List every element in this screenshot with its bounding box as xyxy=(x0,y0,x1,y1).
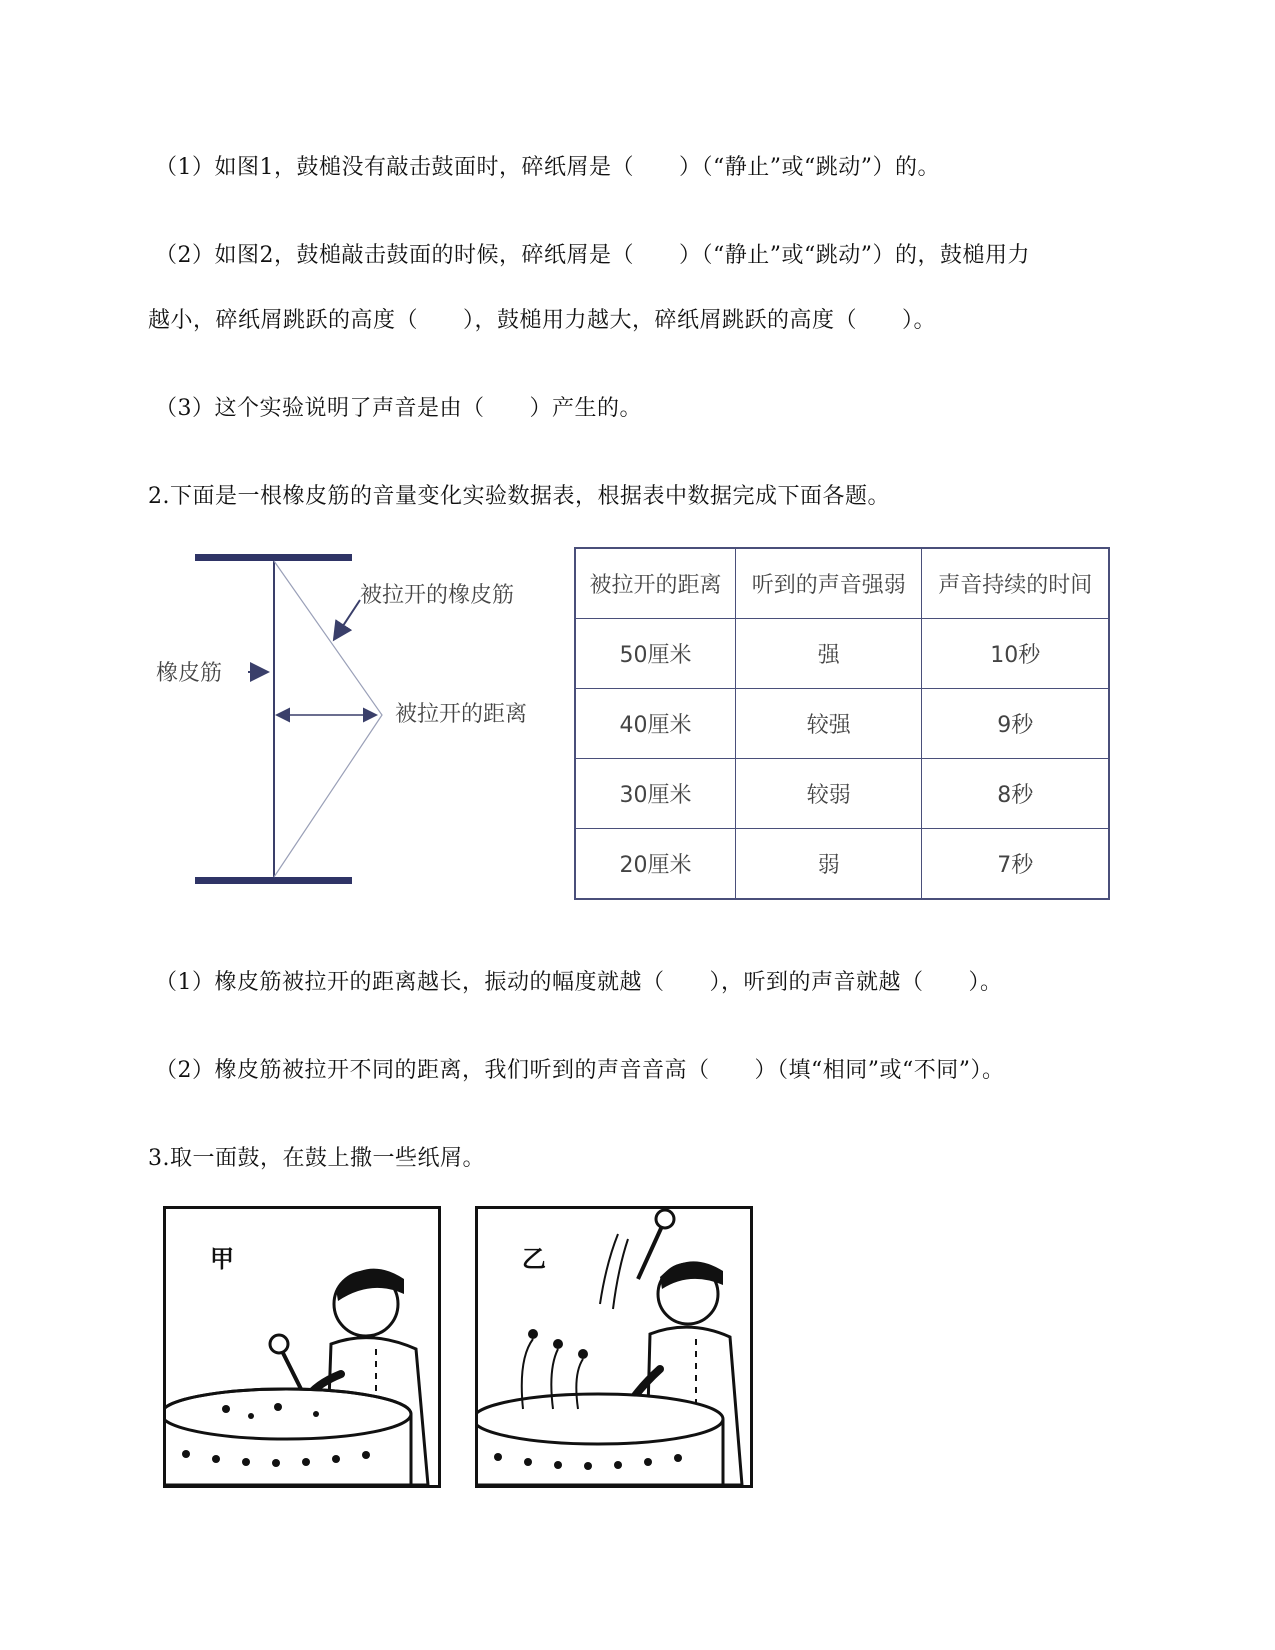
table-cell: 较弱 xyxy=(736,759,922,829)
paper-scrap xyxy=(553,1339,563,1349)
drum-body xyxy=(166,1414,411,1485)
table-cell: 50厘米 xyxy=(575,619,736,689)
paper-scrap xyxy=(313,1411,319,1417)
table-row xyxy=(575,689,1109,759)
paper-scrap xyxy=(274,1403,282,1411)
label-distance: 被拉开的距离 xyxy=(395,702,528,727)
q1-sub2-line2: 越小，碎纸屑跳跃的高度（ ），鼓槌用力越大，碎纸屑跳跃的高度（ ）。 xyxy=(148,308,937,333)
stretched-pointer-arrow xyxy=(335,600,360,638)
drum-illustration-a xyxy=(166,1209,438,1485)
data-table xyxy=(574,547,1110,900)
table-cell: 9秒 xyxy=(922,689,1109,759)
paper-scrap xyxy=(578,1349,588,1359)
q1-sub3: （3）这个实验说明了声音是由（ ）产生的。 xyxy=(155,396,642,421)
raised-mallet-stick xyxy=(638,1224,663,1279)
label-stretched: 被拉开的橡皮筋 xyxy=(360,583,515,608)
table-cell: 弱 xyxy=(736,829,922,900)
table-cell: 20厘米 xyxy=(575,829,736,900)
motion-line xyxy=(613,1239,628,1309)
top-bar xyxy=(195,554,352,561)
q1-sub1: （1）如图1，鼓槌没有敲击鼓面时，碎纸屑是（ ）（“静止”或“跳动”）的。 xyxy=(155,155,940,180)
table-cell: 40厘米 xyxy=(575,689,736,759)
table-header: 听到的声音强弱 xyxy=(736,548,922,619)
table-row xyxy=(575,619,1109,689)
q2-title: 2.下面是一根橡皮筋的音量变化实验数据表，根据表中数据完成下面各题。 xyxy=(148,484,890,509)
paper-scrap xyxy=(248,1413,254,1419)
q1-sub2-line1: （2）如图2，鼓槌敲击鼓面的时候，碎纸屑是（ ）（“静止”或“跳动”）的，鼓槌用力 xyxy=(155,243,1030,268)
table-cell: 较强 xyxy=(736,689,922,759)
table-cell: 30厘米 xyxy=(575,759,736,829)
table-cell: 7秒 xyxy=(922,829,1109,900)
panel-b-label: 乙 xyxy=(522,1245,546,1273)
drum-illustration-b xyxy=(478,1209,750,1485)
table-cell: 8秒 xyxy=(922,759,1109,829)
band-stretched xyxy=(274,561,382,877)
q2-sub1: （1）橡皮筋被拉开的距离越长，振动的幅度就越（ ），听到的声音就越（ ）。 xyxy=(155,970,1003,995)
table-header: 被拉开的距离 xyxy=(575,548,736,619)
paper-scrap xyxy=(528,1329,538,1339)
table-row xyxy=(575,759,1109,829)
table-cell: 强 xyxy=(736,619,922,689)
rubber-band-diagram xyxy=(150,545,560,890)
paper-scrap xyxy=(222,1405,230,1413)
table-cell: 10秒 xyxy=(922,619,1109,689)
label-band: 橡皮筋 xyxy=(156,661,223,686)
drum-top xyxy=(478,1394,723,1444)
bottom-bar xyxy=(195,877,352,884)
table-header: 声音持续的时间 xyxy=(922,548,1109,619)
drum-panel-b xyxy=(475,1206,753,1488)
drum-panel-a xyxy=(163,1206,441,1488)
table-header-row xyxy=(575,548,1109,619)
panel-a-label: 甲 xyxy=(210,1245,234,1273)
raised-mallet-head xyxy=(656,1210,674,1228)
table-row xyxy=(575,829,1109,900)
q3-title: 3.取一面鼓，在鼓上撒一些纸屑。 xyxy=(148,1146,485,1171)
mallet-head xyxy=(270,1335,288,1353)
q2-sub2: （2）橡皮筋被拉开不同的距离，我们听到的声音音高（ ）（填“相同”或“不同”）。 xyxy=(155,1058,1005,1083)
